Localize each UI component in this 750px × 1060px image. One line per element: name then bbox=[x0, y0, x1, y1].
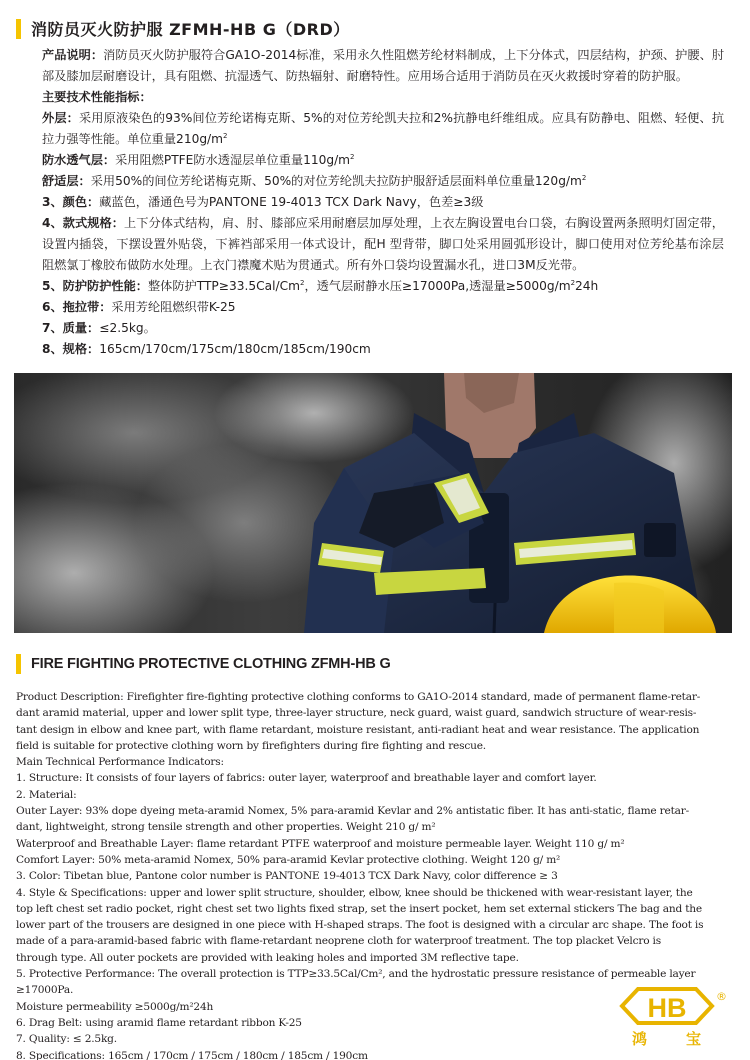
outer-layer-label: 外层： bbox=[42, 111, 79, 125]
waterproof-layer-label: 防水透气层： bbox=[42, 153, 116, 167]
firefighter-photo bbox=[14, 373, 732, 633]
english-line: 3. Color: Tibetan blue, Pantone color number is PANTONE 19-4013 TCX Dark Navy, color difference ≥ 3 bbox=[16, 870, 558, 883]
drag-belt-label: 6、拖拉带： bbox=[42, 300, 112, 314]
english-line: through type. All outer pockets are provided with leaking holes and imported 3M reflective tape. bbox=[16, 951, 519, 964]
english-line: 1. Structure: It consists of four layers of fabrics: outer layer, waterproof and breathable layer and comfort layer. bbox=[16, 772, 597, 785]
product-description-text: 消防员灭火防护服符合GA1O-2014标准，采用永久性阻燃芳纶材料制成，上下分体式，四层结构，护颈、护腰、肘部及膝加层耐磨设计，具有阻燃、抗湿透气、防热辐射、耐磨特性。应用场合适用于消防员在灭火救援时穿着的防护服。 bbox=[42, 48, 725, 83]
size-label: 8、规格： bbox=[42, 342, 100, 356]
chinese-section-heading bbox=[16, 17, 350, 40]
english-line: 4. Style & Specifications: upper and lower split structure, shoulder, elbow, knee should be thickened with wear-resistant layer, the bbox=[16, 886, 693, 899]
size-paragraph bbox=[18, 339, 724, 360]
english-line: Moisture permeability ≥5000g/m²24h bbox=[16, 1000, 214, 1013]
logo-letters: HB bbox=[647, 993, 687, 1023]
english-line: Comfort Layer: 50% meta-aramid Nomex, 50% para-aramid Kevlar protective clothing. Weight 120 g/ m² bbox=[16, 853, 561, 866]
english-line: top left chest set radio pocket, right chest set two lights fixed strap, set the insert pocket, hem set external stickers The bag and the bbox=[16, 902, 702, 915]
specs-heading-text: 主要技术性能指标： bbox=[42, 90, 152, 104]
english-line: Outer Layer: 93% dope dyeing meta-aramid Nomex, 5% para-aramid Kevlar and 2% antistatic fiber. It has anti-static, flame retar- bbox=[16, 805, 689, 818]
firefighter-illustration bbox=[14, 373, 732, 633]
english-line: made of a para-aramid-based fabric with flame-retardant neoprene cloth for waterproof treatment. The top placket Velcro is bbox=[16, 935, 661, 948]
protection-label: 5、防护防护性能： bbox=[42, 279, 148, 293]
english-line: Waterproof and Breathable Layer: flame retardant PTFE waterproof and moisture permeable layer. Weight 110 g/ m² bbox=[16, 837, 625, 850]
chinese-description bbox=[18, 45, 724, 360]
outer-layer-text: 采用原液染色的93%间位芳纶诺梅克斯、5%的对位芳纶凯夫拉和2%抗静电纤维组成。应具有防静电、阻燃、轻便、抗拉力强等性能。单位重量210g/m bbox=[42, 111, 725, 146]
english-line: lower part of the trousers are designed in one piece with H-shaped straps. The foot is designed with a circular arc shape. The foot is bbox=[16, 919, 704, 932]
comfort-layer-label: 舒适层： bbox=[42, 174, 91, 188]
english-line: Main Technical Performance Indicators: bbox=[16, 756, 224, 769]
waterproof-layer-text: 采用阻燃PTFE防水透湿层单位重量110g/m bbox=[115, 153, 351, 167]
logo-char-left: 鸿 bbox=[632, 1030, 648, 1048]
protection-paragraph bbox=[18, 276, 724, 297]
color-text: 藏蓝色，潘通色号为PANTONE 19-4013 TCX Dark Navy，色差≥3级 bbox=[99, 195, 484, 209]
registered-mark: ® bbox=[716, 990, 727, 1003]
english-line: 2. Material: bbox=[16, 788, 77, 801]
quality-text: ≤2.5kg。 bbox=[99, 321, 156, 335]
size-text: 165cm/170cm/175cm/180cm/185cm/190cm bbox=[99, 342, 371, 356]
style-text: 上下分体式结构，肩、肘、膝部应采用耐磨层加厚处理，上衣左胸设置电台口袋，右胸设置两条照明灯固定带，设置内插袋，下摆设置外贴袋，下裤裆部采用一体式设计，配H 型背带，脚口处采用圆弧形设计，脚口使用对位芳纶基布涂层阻燃氯丁橡胶布做防水处理。上衣门襟魔术贴为贯通式。所有外口袋均设置漏水孔，进口3M反光带。 bbox=[42, 216, 724, 272]
product-description-label: 产品说明： bbox=[42, 48, 104, 62]
waterproof-layer-paragraph bbox=[18, 150, 724, 171]
quality-paragraph bbox=[18, 318, 724, 339]
english-line: dant, lightweight, strong tensile strength and other properties. Weight 210 g/ m² bbox=[16, 821, 436, 834]
english-line: 7. Quality: ≤ 2.5kg. bbox=[16, 1033, 117, 1046]
quality-label: 7、质量： bbox=[42, 321, 100, 335]
english-line: ≥17000Pa. bbox=[16, 984, 74, 997]
english-description bbox=[16, 689, 716, 1060]
english-line: dant aramid material, upper and lower split type, three-layer structure, neck guard, waist guard, sandwich structure of wear-resis- bbox=[16, 707, 697, 720]
superscript: 2 bbox=[223, 131, 228, 140]
english-line: tant design in elbow and knee part, with flame retardant, moisture resistant, anti-radiant heat and wear resistance. The application bbox=[16, 723, 700, 736]
english-line: 5. Protective Performance: The overall protection is TTP≥33.5Cal/Cm², and the hydrostatic pressure resistance of permeable layer bbox=[16, 968, 696, 981]
color-paragraph bbox=[18, 192, 724, 213]
drag-belt-paragraph bbox=[18, 297, 724, 318]
comfort-layer-text: 采用50%的间位芳纶诺梅克斯、50%的对位芳纶凯夫拉防护服舒适层面料单位重量120g/m bbox=[90, 174, 582, 188]
english-line: 6. Drag Belt: using aramid flame retardant ribbon K-25 bbox=[16, 1016, 302, 1029]
chinese-title: 消防员灭火防护服 ZFMH-HB G（DRD） bbox=[31, 20, 350, 39]
english-section-heading bbox=[16, 654, 391, 674]
heading-accent-bar bbox=[16, 19, 21, 39]
superscript: 2 bbox=[299, 278, 305, 287]
superscript: 2 bbox=[570, 278, 576, 287]
style-paragraph bbox=[18, 213, 724, 276]
heading-accent-bar bbox=[16, 654, 21, 674]
comfort-layer-paragraph bbox=[18, 171, 724, 192]
color-label: 3、颜色： bbox=[42, 195, 100, 209]
english-line: Product Description: Firefighter fire-fighting protective clothing conforms to GA1O-2014 standard, made of permanent flame-retar- bbox=[16, 691, 701, 703]
hb-logo-icon bbox=[612, 986, 730, 1048]
outer-layer-paragraph bbox=[18, 108, 724, 150]
style-label: 4、款式规格： bbox=[42, 216, 125, 230]
protection-text-2: ，透气层耐静水压≥17000Pa,透湿量≥5000g/m bbox=[304, 279, 571, 293]
brand-logo bbox=[612, 986, 730, 1048]
protection-text: 整体防护TTP≥33.5Cal/Cm bbox=[147, 279, 300, 293]
drag-belt-text: 采用芳纶阻燃织带K-25 bbox=[111, 300, 236, 314]
specs-heading bbox=[18, 87, 724, 108]
english-line: 8. Specifications: 165cm / 170cm / 175cm / 180cm / 185cm / 190cm bbox=[16, 1049, 368, 1060]
superscript: 2 bbox=[350, 152, 355, 161]
logo-char-right: 宝 bbox=[686, 1030, 702, 1048]
english-title: FIRE FIGHTING PROTECTIVE CLOTHING ZFMH-HB G bbox=[31, 656, 391, 672]
english-line: field is suitable for protective clothing worn by firefighters during fire fighting and rescue. bbox=[16, 739, 486, 752]
protection-text-3: 24h bbox=[575, 279, 599, 293]
product-description-paragraph bbox=[18, 45, 724, 87]
superscript: 2 bbox=[581, 173, 587, 182]
